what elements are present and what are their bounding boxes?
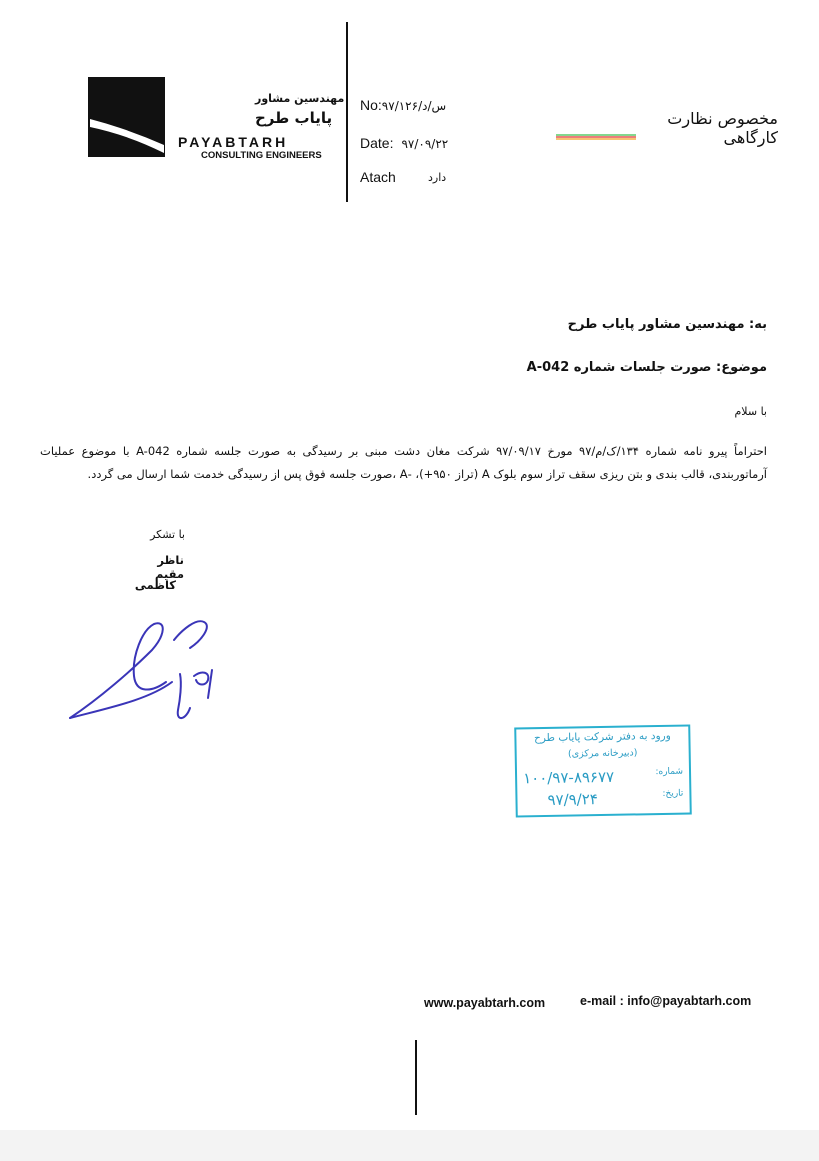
- stamp-subtitle: (دبیرخانه مرکزی): [567, 747, 638, 760]
- handwritten-signature: [62, 612, 232, 741]
- firm-name-persian: پایاب طرح: [255, 109, 333, 127]
- firm-subtitle: CONSULTING ENGINEERS: [201, 150, 322, 161]
- scan-margin: [0, 1130, 819, 1161]
- signer-role: ناظر مقیم: [154, 553, 184, 581]
- stamp-date-label: تاریخ:: [662, 788, 684, 799]
- date-label: Date:: [360, 135, 394, 151]
- firm-name-persian-small: مهندسین مشاور: [255, 92, 345, 105]
- attachment-value: دارد: [428, 171, 447, 184]
- footer-website: www.payabtarh.com: [424, 996, 546, 1010]
- stamp-number-label: شماره:: [655, 766, 684, 778]
- company-logo: [88, 77, 165, 157]
- date-value: ۹۷/۰۹/۲۲: [401, 137, 449, 151]
- reference-number-label: No:: [360, 97, 382, 113]
- stamp-number-value: ۱۰۰/۹۷-۸۹۶۷۷: [522, 767, 615, 788]
- attachment-label: Atach: [360, 169, 396, 185]
- signer-name: کاظمی: [134, 578, 176, 592]
- header-divider: [346, 22, 348, 202]
- date-row: [360, 135, 448, 151]
- supervision-title: مخصوص نظارت کارگاهی: [667, 109, 778, 147]
- footer-email: e-mail : info@payabtarh.com: [580, 994, 752, 1008]
- letter-body: احتراماً پیرو نامه شماره ۱۳۴/ک/م/۹۷ مورخ ۹۷/۰۹/۱۷ شرکت مغان دشت مبنی بر رسیدگی به صورت جلسه شماره A-042 با موضوع عملیات آرماتوربندی، قالب بندی و بتن ریزی سقف تراز سوم بلوک A (تراز ۹۵۰+)، -A ،صورت جلسه فوق پس از رسیدگی خدمت شما ارسال می گردد.: [40, 444, 768, 481]
- footer-divider: [415, 1040, 417, 1115]
- supervision-accent-lines: [556, 125, 636, 144]
- greeting: با سلام: [734, 405, 767, 418]
- stamp-title: ورود به دفتر شرکت پایاب طرح: [533, 729, 671, 745]
- registry-stamp: [514, 724, 692, 817]
- firm-name-english: PAYABTARH: [178, 134, 289, 150]
- subject-line: موضوع: صورت جلسات شماره A-042: [526, 360, 767, 375]
- stamp-date-value: ۹۷/۹/۲۴: [547, 790, 599, 809]
- closing-thanks: با تشکر: [150, 528, 185, 541]
- reference-number-value: ۹۷/س/د/۱۲۶: [381, 99, 447, 113]
- reference-number-row: [360, 97, 446, 113]
- recipient-line: به: مهندسین مشاور پایاب طرح: [567, 317, 767, 332]
